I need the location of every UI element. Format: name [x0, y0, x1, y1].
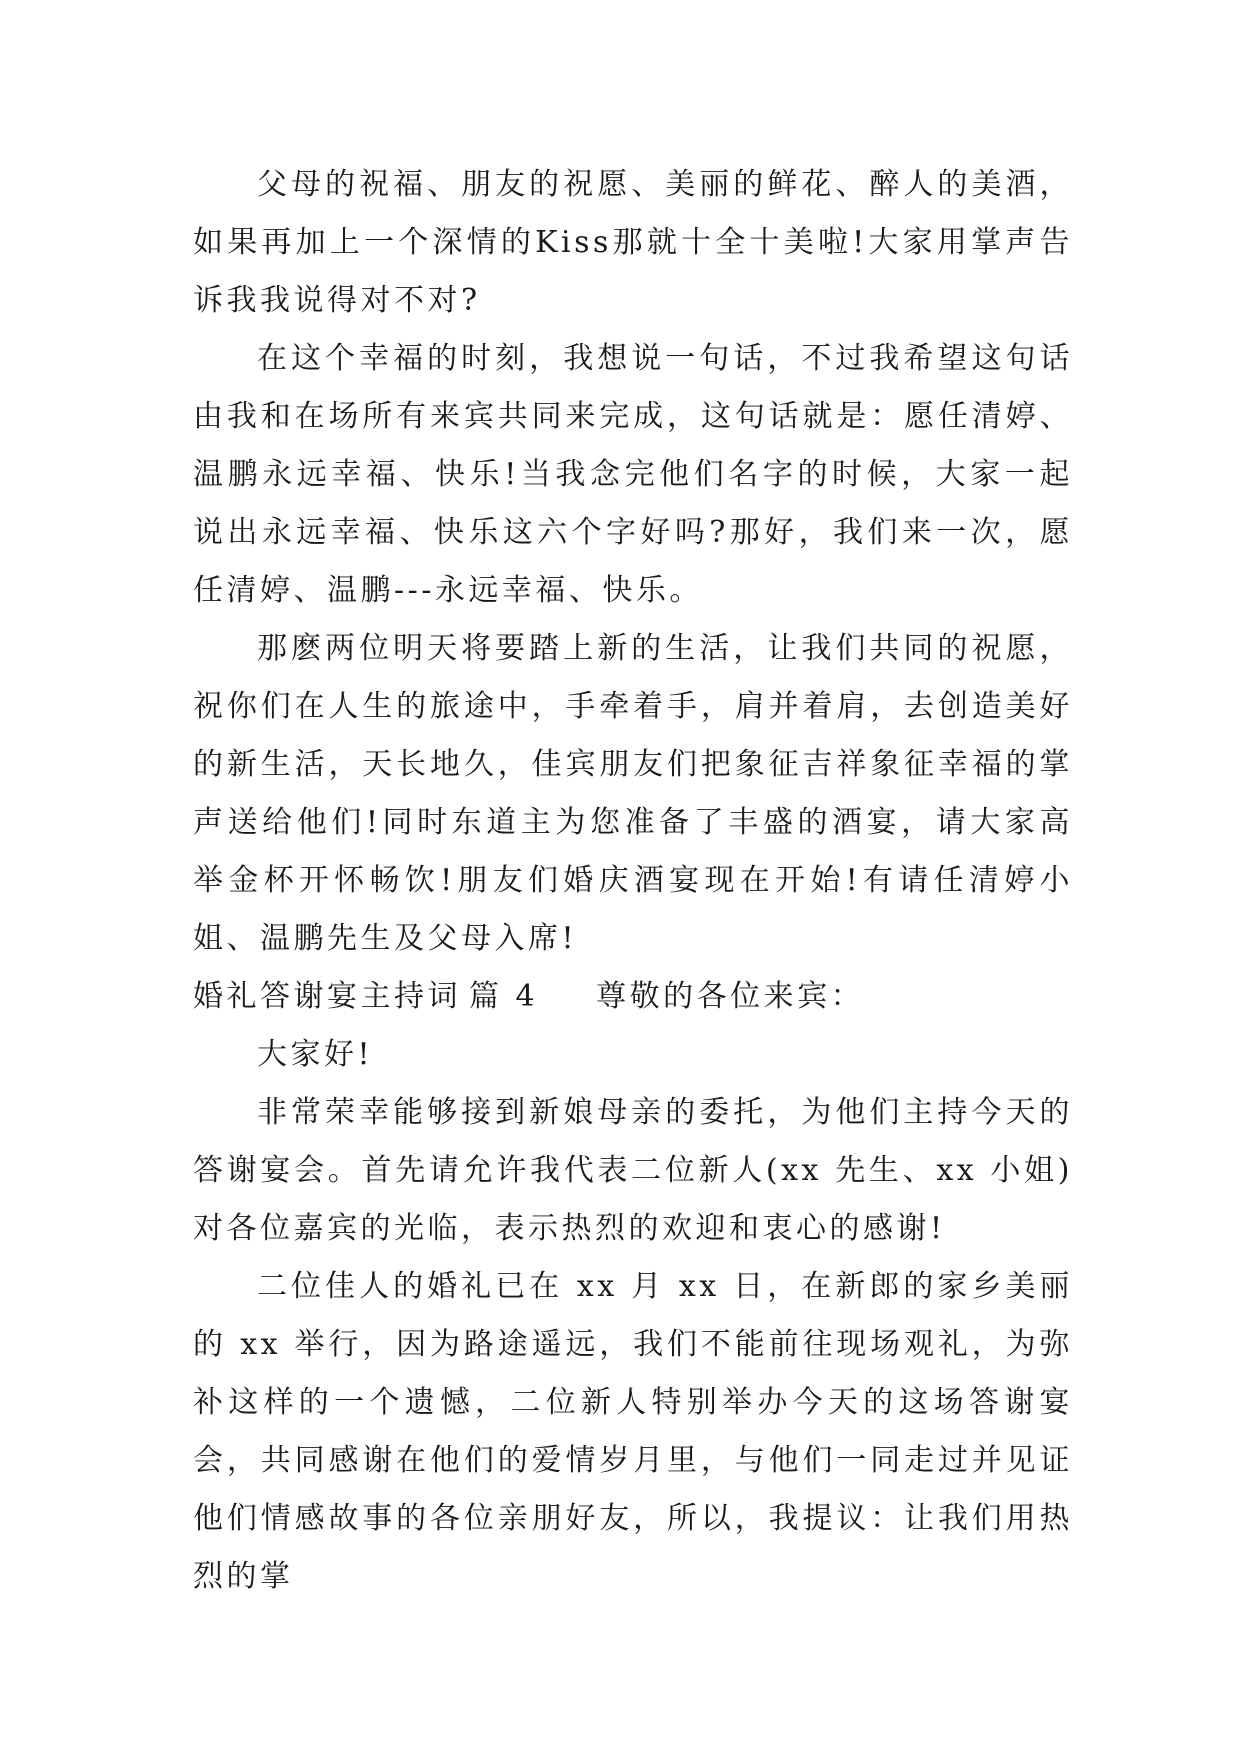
- paragraph-background: 二位佳人的婚礼已在 xx 月 xx 日，在新郎的家乡美丽的 xx 举行，因为路途遥远，我们不能前往现场观礼，为弥补这样的一个遗憾，二位新人特别举办今天的这场答谢宴会，共同感谢在他们的爱情岁月里，与他们一同走过并见证他们情感故事的各位亲朋好友，所以，我提议：让我们用热烈的掌: [193, 1269, 1073, 1594]
- paragraph-toast: 那麽两位明天将要踏上新的生活，让我们共同的祝愿，祝你们在人生的旅途中，手牵着手，肩并着肩，去创造美好的新生活，天长地久，佳宾朋友们把象征吉祥象征幸福的掌声送给他们!同时东道主为您准备了丰盛的酒宴，请大家高举金杯开怀畅饮!朋友们婚庆酒宴现在开始!有请任清婷小姐、温鹏先生及父母入席!: [193, 631, 1073, 956]
- paragraph-wish: 在这个幸福的时刻，我想说一句话，不过我希望这句话由我和在场所有来宾共同来完成，这句话就是：愿任清婷、温鹏永远幸福、快乐!当我念完他们名字的时候，大家一起说出永远幸福、快乐这六个字好吗?那好，我们来一次，愿任清婷、温鹏---永远幸福、快乐。: [193, 341, 1073, 608]
- section-salutation: 尊敬的各位来宾：: [596, 979, 865, 1014]
- document-body: [193, 156, 1073, 1606]
- section-title: 婚礼答谢宴主持词: [193, 979, 461, 1014]
- paragraph-thanks: 非常荣幸能够接到新娘母亲的委托，为他们主持今天的答谢宴会。首先请允许我代表二位新人(xx 先生、xx 小姐)对各位嘉宾的光临，表示热烈的欢迎和衷心的感谢!: [193, 1095, 1073, 1246]
- section-number: 篇 4: [469, 979, 539, 1014]
- section-heading: [193, 968, 1073, 1026]
- paragraph-blessing: 父母的祝福、朋友的祝愿、美丽的鲜花、醉人的美酒，如果再加上一个深情的Kiss那就十全十美啦!大家用掌声告诉我我说得对不对?: [193, 167, 1073, 318]
- paragraph-greeting: 大家好!: [257, 1037, 374, 1072]
